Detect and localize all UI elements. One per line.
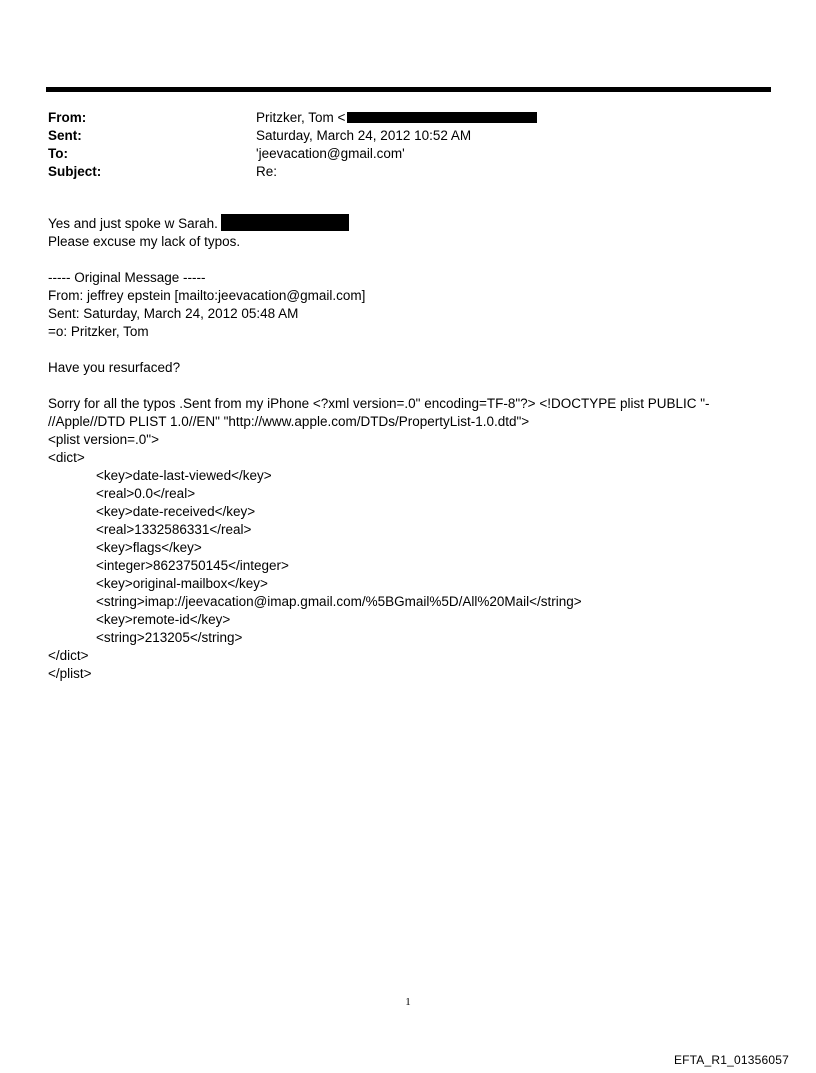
original-to: =o: Pritzker, Tom — [48, 324, 149, 339]
from-value — [256, 109, 537, 127]
signature-line: //Apple//DTD PLIST 1.0//EN" "http://www.apple.com/DTDs/PropertyList-1.0.dtd"> — [48, 414, 530, 429]
top-rule — [46, 87, 771, 92]
question-line: Have you resurfaced? — [48, 360, 181, 375]
plist-entry: <key>flags</key> — [96, 540, 202, 555]
spacer — [48, 341, 768, 359]
reply-line1-text: Yes and just spoke w Sarah. — [48, 216, 218, 231]
plist-entry: <key>date-last-viewed</key> — [96, 468, 272, 483]
original-from: From: jeffrey epstein [mailto:jeevacation@gmail.com] — [48, 288, 366, 303]
sent-label: Sent: — [48, 128, 82, 143]
bates-number: EFTA_R1_01356057 — [673, 1053, 789, 1067]
to-label: To: — [48, 146, 68, 161]
plist-close: </plist> — [48, 666, 92, 681]
spacer — [48, 377, 768, 395]
from-value-text: Pritzker, Tom < — [256, 110, 346, 125]
original-sent: Sent: Saturday, March 24, 2012 05:48 AM — [48, 306, 299, 321]
subject-row — [48, 163, 748, 181]
sent-value: Saturday, March 24, 2012 10:52 AM — [256, 128, 472, 143]
plist-entry: <key>date-received</key> — [96, 504, 256, 519]
subject-value: Re: — [256, 164, 278, 179]
to-value: 'jeevacation@gmail.com' — [256, 146, 405, 161]
reply-line: Please excuse my lack of typos. — [48, 234, 241, 249]
plist-entry: <key>remote-id</key> — [96, 612, 231, 627]
dict-open: <dict> — [48, 450, 85, 465]
sent-row — [48, 127, 748, 145]
original-message-header: ----- Original Message ----- — [48, 270, 206, 285]
spacer — [48, 251, 768, 269]
dict-close: </dict> — [48, 648, 89, 663]
subject-label: Subject: — [48, 164, 102, 179]
plist-entry: <string>213205</string> — [96, 630, 243, 645]
plist-entry: <real>1332586331</real> — [96, 522, 252, 537]
plist-entry: <real>0.0</real> — [96, 486, 196, 501]
email-body — [48, 215, 768, 683]
plist-entry: <key>original-mailbox</key> — [96, 576, 268, 591]
page-number: 1 — [405, 996, 411, 1008]
signature-line: Sorry for all the typos .Sent from my iPhone <?xml version=.0" encoding=TF-8"?> <!DOCTYPE plist PUBLIC "- — [48, 396, 710, 411]
redaction-block — [221, 214, 349, 231]
redaction-block — [347, 112, 537, 123]
plist-entry: <integer>8623750145</integer> — [96, 558, 289, 573]
from-row — [48, 109, 748, 127]
email-header — [48, 109, 748, 181]
plist-entry: <string>imap://jeevacation@imap.gmail.com/%5BGmail%5D/All%20Mail</string> — [96, 594, 582, 609]
plist-open: <plist version=.0"> — [48, 432, 159, 447]
from-label: From: — [48, 110, 87, 125]
reply-line — [48, 215, 768, 233]
to-row — [48, 145, 748, 163]
